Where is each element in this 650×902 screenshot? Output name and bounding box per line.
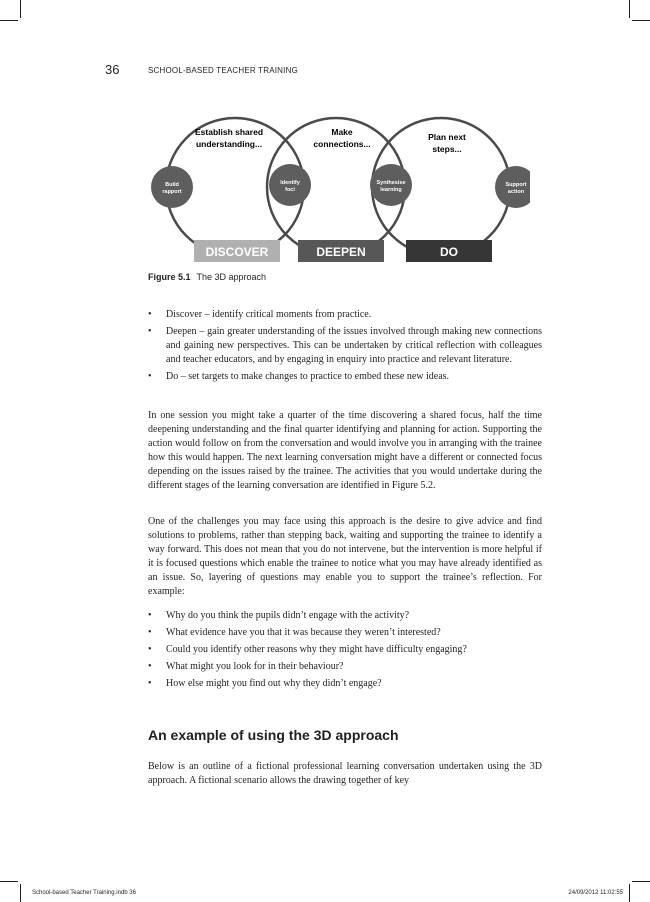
paragraph-text: In one session you might take a quarter of the time discovering a shared focus, half the time deepening understanding and the final quarter identifying and planning for action. Supporting the action would follow on from the conversation and would involve you in arranging with the trainee how this would happen. The next learning conversation might have a different or connected focus depending on the issues raised by the trainee. The activities that you would undertake during the different stages of the learning conversation are identified in Figure 5.2.	[148, 410, 542, 491]
paragraph-text: Below is an outline of a fictional professional learning conversation undertaken using the 3D approach. A fictional scenario allows the drawing together of key	[148, 761, 542, 786]
figure-title: The 3D approach	[196, 272, 267, 282]
top-label-2-line2: connections...	[313, 139, 371, 149]
list-item: • Do – set targets to make changes to practice to embed these new ideas.	[148, 370, 542, 384]
bullet-list-questions	[148, 609, 542, 694]
do-label: DO	[440, 245, 458, 259]
bullet-list-3d	[148, 308, 542, 387]
list-item: • Deepen – gain greater understanding of the issues involved through making new connections and gaining new perspectives. This can be undertaken by critical reflection with colleagues and teacher educators, and by engaging in enquiry into practice and relevant literature.	[148, 325, 542, 367]
list-item: • Could you identify other reasons why they might have difficulty engaging?	[148, 643, 542, 657]
top-label-1-line2: understanding...	[195, 139, 263, 149]
crop-mark	[0, 20, 18, 21]
crop-mark	[629, 0, 630, 18]
figure-caption	[148, 272, 266, 282]
node-build-rapport	[151, 166, 193, 208]
footer-timestamp: 24/09/2012 11:02:55	[568, 890, 623, 896]
discover-label: DISCOVER	[205, 245, 269, 259]
crop-mark	[629, 884, 630, 902]
crop-mark	[20, 884, 21, 902]
crop-mark	[0, 881, 18, 882]
top-label-1-line1: Establish shared	[194, 127, 264, 137]
node-label-line1: Support	[505, 182, 527, 188]
footer-file-slug: School-based Teacher Training.indb 36	[32, 890, 136, 896]
node-label-line1: Build	[165, 182, 179, 188]
list-item: • How else might you find out why they didn’t engage?	[148, 677, 542, 691]
list-item: • What evidence have you that it was because they weren’t interested?	[148, 626, 542, 640]
list-item: • Discover – identify critical moments from practice.	[148, 308, 542, 322]
paragraph	[148, 760, 542, 788]
top-label-2-line1: Make	[331, 127, 353, 137]
node-support-action	[495, 166, 530, 208]
node-label-line2: action	[507, 189, 525, 195]
node-label-line1: Synthesise	[376, 180, 406, 186]
crop-mark	[632, 20, 650, 21]
paragraph	[148, 515, 542, 599]
crop-mark	[632, 881, 650, 882]
running-title: SCHOOL-BASED TEACHER TRAINING	[148, 66, 298, 75]
list-item: • What might you look for in their behaviour?	[148, 660, 542, 674]
top-label-3-line2: steps...	[432, 144, 462, 154]
top-label-3-line1: Plan next	[428, 132, 466, 142]
paragraph	[148, 409, 542, 493]
list-item: • Why do you think the pupils didn’t engage with the activity?	[148, 609, 542, 623]
3d-approach-diagram	[140, 105, 530, 267]
deepen-label: DEEPEN	[316, 245, 366, 259]
node-label-line2: rapport	[162, 189, 182, 195]
node-label-line2: foci	[285, 187, 295, 193]
paragraph-text: One of the challenges you may face using this approach is the desire to give advice and find solutions to problems, rather than stepping back, waiting and supporting the trainee to identify a way forward. This does not mean that you do not intervene, but the intervention is more helpful if it is focused questions which enable the trainee to notice what you may have already identified as an issue. So, layering of questions may enable you to support the trainee’s reflection. For example:	[148, 516, 542, 597]
node-identify-foci	[269, 164, 311, 206]
node-synthesise-learning	[370, 164, 412, 206]
page-number: 36	[105, 62, 120, 77]
figure-label: Figure 5.1	[148, 272, 191, 282]
node-label-line1: Identify	[280, 180, 300, 186]
section-heading: An example of using the 3D approach	[148, 727, 399, 743]
node-label-line2: learning	[380, 187, 402, 193]
crop-mark	[20, 0, 21, 18]
